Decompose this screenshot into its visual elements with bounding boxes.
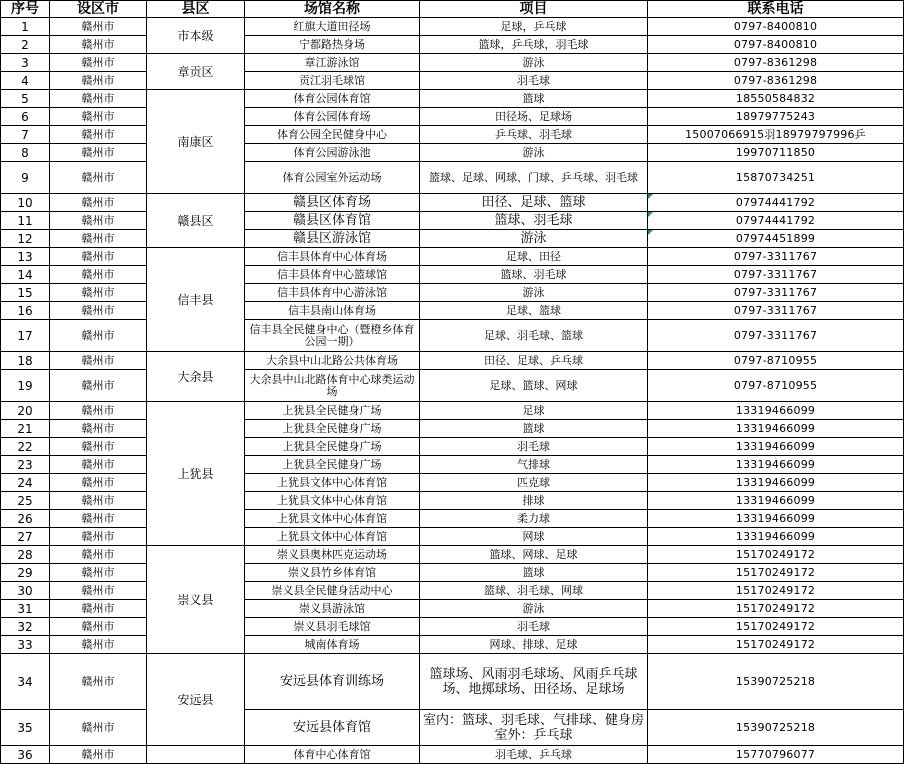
cell-seq: 10 — [1, 194, 50, 212]
cell-venue: 上犹县文体中心体育馆 — [245, 492, 420, 510]
cell-items: 足球 — [420, 402, 648, 420]
cell-phone: 15007066915羽18979797996乒 — [648, 126, 904, 144]
cell-city: 赣州市 — [50, 600, 147, 618]
cell-phone: 0797-8361298 — [648, 54, 904, 72]
cell-items: 足球、篮球、网球 — [420, 370, 648, 402]
cell-venue: 城南体育场 — [245, 636, 420, 654]
cell-seq: 24 — [1, 474, 50, 492]
cell-city: 赣州市 — [50, 710, 147, 746]
table-row — [1, 546, 904, 564]
cell-phone: 13319466099 — [648, 492, 904, 510]
cell-seq: 29 — [1, 564, 50, 582]
cell-city: 赣州市 — [50, 108, 147, 126]
cell-phone: 18550584832 — [648, 90, 904, 108]
table-row — [1, 248, 904, 266]
cell-items: 篮球，乒乓球，羽毛球 — [420, 36, 648, 54]
cell-phone: 0797-3311767 — [648, 320, 904, 352]
cell-city: 赣州市 — [50, 564, 147, 582]
cell-phone: 0797-8710955 — [648, 352, 904, 370]
cell-phone: 13319466099 — [648, 438, 904, 456]
cell-phone: 13319466099 — [648, 510, 904, 528]
cell-venue: 宁都路热身场 — [245, 36, 420, 54]
cell-phone: 15170249172 — [648, 564, 904, 582]
table-row — [1, 510, 904, 528]
cell-venue: 体育公园全民健身中心 — [245, 126, 420, 144]
cell-items: 游泳 — [420, 144, 648, 162]
cell-phone: 07974441792 — [648, 212, 904, 230]
cell-phone: 0797-8400810 — [648, 18, 904, 36]
cell-phone: 0797-3311767 — [648, 266, 904, 284]
table-row — [1, 90, 904, 108]
cell-seq: 8 — [1, 144, 50, 162]
cell-city: 赣州市 — [50, 230, 147, 248]
cell-seq: 28 — [1, 546, 50, 564]
table-row — [1, 636, 904, 654]
header-seq: 序号 — [1, 1, 50, 18]
cell-items: 游泳 — [420, 600, 648, 618]
table-row — [1, 564, 904, 582]
cell-district: 南康区 — [147, 90, 245, 194]
cell-city: 赣州市 — [50, 144, 147, 162]
cell-city: 赣州市 — [50, 248, 147, 266]
table-body — [1, 18, 904, 764]
cell-district: 信丰县 — [147, 248, 245, 352]
cell-venue: 安远县体育馆 — [245, 710, 420, 746]
cell-city: 赣州市 — [50, 18, 147, 36]
cell-district: 上犹县 — [147, 402, 245, 546]
cell-city: 赣州市 — [50, 582, 147, 600]
cell-city: 赣州市 — [50, 618, 147, 636]
cell-seq: 14 — [1, 266, 50, 284]
cell-venue: 信丰县南山体育场 — [245, 302, 420, 320]
cell-phone: 13319466099 — [648, 528, 904, 546]
cell-city: 赣州市 — [50, 36, 147, 54]
table-row — [1, 212, 904, 230]
cell-venue: 体育公园体育馆 — [245, 90, 420, 108]
cell-items: 游泳 — [420, 230, 648, 248]
cell-district: 大余县 — [147, 352, 245, 402]
cell-district: 章贡区 — [147, 54, 245, 90]
cell-district: 崇义县 — [147, 546, 245, 654]
cell-seq: 32 — [1, 618, 50, 636]
cell-items: 柔力球 — [420, 510, 648, 528]
cell-venue: 安远县体育训练场 — [245, 654, 420, 710]
cell-phone: 15870734251 — [648, 162, 904, 194]
cell-venue: 信丰县全民健身中心（暨橙乡体育公园一期） — [245, 320, 420, 352]
table-row — [1, 618, 904, 636]
cell-seq: 4 — [1, 72, 50, 90]
cell-venue: 体育中心体育馆 — [245, 746, 420, 764]
cell-seq: 16 — [1, 302, 50, 320]
cell-city: 赣州市 — [50, 54, 147, 72]
cell-seq: 22 — [1, 438, 50, 456]
cell-city: 赣州市 — [50, 492, 147, 510]
table-row — [1, 438, 904, 456]
cell-phone: 19970711850 — [648, 144, 904, 162]
cell-items: 足球，乒乓球 — [420, 18, 648, 36]
cell-seq: 9 — [1, 162, 50, 194]
cell-venue: 赣县区游泳馆 — [245, 230, 420, 248]
cell-city: 赣州市 — [50, 194, 147, 212]
cell-phone: 0797-8710955 — [648, 370, 904, 402]
table-row — [1, 54, 904, 72]
table-row — [1, 528, 904, 546]
cell-venue: 信丰县体育中心篮球馆 — [245, 266, 420, 284]
cell-venue: 体育公园室外运动场 — [245, 162, 420, 194]
cell-city: 赣州市 — [50, 528, 147, 546]
cell-seq: 20 — [1, 402, 50, 420]
table-row — [1, 284, 904, 302]
table-row — [1, 370, 904, 402]
table-row — [1, 72, 904, 90]
cell-venue: 上犹县全民健身广场 — [245, 402, 420, 420]
table-row — [1, 230, 904, 248]
cell-phone: 15170249172 — [648, 600, 904, 618]
cell-district: 赣县区 — [147, 194, 245, 248]
header-phone: 联系电话 — [648, 1, 904, 18]
cell-venue: 上犹县全民健身广场 — [245, 456, 420, 474]
cell-items: 篮球场、风雨羽毛球场、风雨乒乓球场、地掷球场、田径场、足球场 — [420, 654, 648, 710]
table-row — [1, 600, 904, 618]
table-row — [1, 266, 904, 284]
cell-phone: 18979775243 — [648, 108, 904, 126]
table-row — [1, 352, 904, 370]
cell-venue: 崇义县全民健身活动中心 — [245, 582, 420, 600]
cell-items: 匹克球 — [420, 474, 648, 492]
cell-city: 赣州市 — [50, 402, 147, 420]
table-row — [1, 710, 904, 746]
cell-venue: 体育公园体育场 — [245, 108, 420, 126]
cell-phone: 0797-3311767 — [648, 284, 904, 302]
cell-venue: 上犹县全民健身广场 — [245, 420, 420, 438]
table-row — [1, 126, 904, 144]
cell-venue: 崇义县竹乡体育馆 — [245, 564, 420, 582]
cell-venue: 上犹县全民健身广场 — [245, 438, 420, 456]
cell-items: 气排球 — [420, 456, 648, 474]
cell-city: 赣州市 — [50, 212, 147, 230]
cell-venue: 赣县区体育场 — [245, 194, 420, 212]
cell-city: 赣州市 — [50, 654, 147, 710]
cell-city: 赣州市 — [50, 546, 147, 564]
cell-phone: 13319466099 — [648, 456, 904, 474]
cell-seq: 12 — [1, 230, 50, 248]
cell-items: 篮球、羽毛球 — [420, 212, 648, 230]
table-row — [1, 492, 904, 510]
cell-venue: 赣县区体育馆 — [245, 212, 420, 230]
cell-seq: 2 — [1, 36, 50, 54]
cell-city: 赣州市 — [50, 320, 147, 352]
cell-venue: 崇义县奥林匹克运动场 — [245, 546, 420, 564]
cell-phone: 13319466099 — [648, 402, 904, 420]
cell-seq: 11 — [1, 212, 50, 230]
cell-items: 羽毛球 — [420, 618, 648, 636]
cell-city: 赣州市 — [50, 72, 147, 90]
cell-city: 赣州市 — [50, 370, 147, 402]
cell-phone: 07974441792 — [648, 194, 904, 212]
cell-items: 游泳 — [420, 54, 648, 72]
cell-items: 羽毛球 — [420, 72, 648, 90]
cell-seq: 13 — [1, 248, 50, 266]
cell-city: 赣州市 — [50, 746, 147, 764]
table-row — [1, 18, 904, 36]
cell-phone: 13319466099 — [648, 474, 904, 492]
cell-venue: 信丰县体育中心游泳馆 — [245, 284, 420, 302]
cell-seq: 6 — [1, 108, 50, 126]
header-city: 设区市 — [50, 1, 147, 18]
cell-city: 赣州市 — [50, 352, 147, 370]
cell-seq: 33 — [1, 636, 50, 654]
cell-items: 篮球 — [420, 90, 648, 108]
cell-phone: 0797-8400810 — [648, 36, 904, 54]
cell-city: 赣州市 — [50, 438, 147, 456]
cell-seq: 5 — [1, 90, 50, 108]
cell-items: 篮球 — [420, 564, 648, 582]
table-row — [1, 582, 904, 600]
cell-phone: 0797-8361298 — [648, 72, 904, 90]
table-row — [1, 36, 904, 54]
cell-items: 足球、篮球 — [420, 302, 648, 320]
table-row — [1, 108, 904, 126]
cell-items: 田径、足球、乒乓球 — [420, 352, 648, 370]
cell-items: 排球 — [420, 492, 648, 510]
cell-city: 赣州市 — [50, 90, 147, 108]
cell-items: 篮球、网球、足球 — [420, 546, 648, 564]
cell-seq: 27 — [1, 528, 50, 546]
cell-phone: 13319466099 — [648, 420, 904, 438]
cell-seq: 25 — [1, 492, 50, 510]
cell-venue: 崇义县游泳馆 — [245, 600, 420, 618]
cell-phone: 15390725218 — [648, 710, 904, 746]
header-venue: 场馆名称 — [245, 1, 420, 18]
cell-city: 赣州市 — [50, 284, 147, 302]
cell-venue: 崇义县羽毛球馆 — [245, 618, 420, 636]
cell-phone: 07974451899 — [648, 230, 904, 248]
cell-seq: 21 — [1, 420, 50, 438]
cell-items: 田径场、足球场 — [420, 108, 648, 126]
table-row — [1, 162, 904, 194]
table-row — [1, 194, 904, 212]
cell-items: 羽毛球、乒乓球 — [420, 746, 648, 764]
cell-phone: 15170249172 — [648, 546, 904, 564]
cell-city: 赣州市 — [50, 420, 147, 438]
cell-seq: 3 — [1, 54, 50, 72]
cell-city: 赣州市 — [50, 126, 147, 144]
cell-seq: 26 — [1, 510, 50, 528]
table-row — [1, 144, 904, 162]
cell-seq: 17 — [1, 320, 50, 352]
cell-district — [147, 746, 245, 764]
cell-seq: 1 — [1, 18, 50, 36]
cell-items: 羽毛球 — [420, 438, 648, 456]
cell-city: 赣州市 — [50, 266, 147, 284]
cell-city: 赣州市 — [50, 162, 147, 194]
cell-phone: 15170249172 — [648, 618, 904, 636]
cell-venue: 大余县中山北路体育中心球类运动场 — [245, 370, 420, 402]
cell-items: 足球、羽毛球、篮球 — [420, 320, 648, 352]
cell-city: 赣州市 — [50, 302, 147, 320]
table-row — [1, 302, 904, 320]
cell-items: 游泳 — [420, 284, 648, 302]
header-district: 县区 — [147, 1, 245, 18]
cell-items: 篮球 — [420, 420, 648, 438]
cell-items: 足球、田径 — [420, 248, 648, 266]
cell-seq: 18 — [1, 352, 50, 370]
table-row — [1, 456, 904, 474]
cell-venue: 贡江羽毛球馆 — [245, 72, 420, 90]
cell-items: 室内：篮球、羽毛球、气排球、健身房 室外：乒乓球 — [420, 710, 648, 746]
table-row — [1, 654, 904, 710]
cell-phone: 15170249172 — [648, 636, 904, 654]
cell-venue: 体育公园游泳池 — [245, 144, 420, 162]
cell-venue: 上犹县文体中心体育馆 — [245, 510, 420, 528]
cell-seq: 19 — [1, 370, 50, 402]
cell-phone: 0797-3311767 — [648, 248, 904, 266]
cell-items: 网球 — [420, 528, 648, 546]
cell-seq: 23 — [1, 456, 50, 474]
cell-items: 乒乓球、羽毛球 — [420, 126, 648, 144]
table-row — [1, 474, 904, 492]
table-row — [1, 402, 904, 420]
cell-city: 赣州市 — [50, 510, 147, 528]
cell-items: 篮球、足球、网球、门球、乒乓球、羽毛球 — [420, 162, 648, 194]
cell-seq: 36 — [1, 746, 50, 764]
cell-seq: 7 — [1, 126, 50, 144]
header-row — [1, 1, 904, 18]
cell-seq: 15 — [1, 284, 50, 302]
cell-items: 田径、足球、篮球 — [420, 194, 648, 212]
cell-district: 市本级 — [147, 18, 245, 54]
table-row — [1, 746, 904, 764]
cell-city: 赣州市 — [50, 636, 147, 654]
cell-seq: 35 — [1, 710, 50, 746]
table-row — [1, 420, 904, 438]
cell-phone: 15390725218 — [648, 654, 904, 710]
cell-city: 赣州市 — [50, 474, 147, 492]
cell-phone: 15170249172 — [648, 582, 904, 600]
cell-items: 篮球、羽毛球、网球 — [420, 582, 648, 600]
cell-venue: 大余县中山北路公共体育场 — [245, 352, 420, 370]
cell-venue: 上犹县文体中心体育馆 — [245, 528, 420, 546]
cell-seq: 31 — [1, 600, 50, 618]
header-items: 项目 — [420, 1, 648, 18]
cell-venue: 上犹县文体中心体育馆 — [245, 474, 420, 492]
cell-city: 赣州市 — [50, 456, 147, 474]
cell-venue: 红旗大道田径场 — [245, 18, 420, 36]
cell-phone: 15770796077 — [648, 746, 904, 764]
cell-venue: 信丰县体育中心体育场 — [245, 248, 420, 266]
cell-items: 网球、排球、足球 — [420, 636, 648, 654]
cell-district: 安远县 — [147, 654, 245, 746]
table-row — [1, 320, 904, 352]
cell-seq: 34 — [1, 654, 50, 710]
cell-items: 篮球、羽毛球 — [420, 266, 648, 284]
cell-venue: 章江游泳馆 — [245, 54, 420, 72]
table-header — [1, 1, 904, 18]
cell-seq: 30 — [1, 582, 50, 600]
cell-phone: 0797-3311767 — [648, 302, 904, 320]
